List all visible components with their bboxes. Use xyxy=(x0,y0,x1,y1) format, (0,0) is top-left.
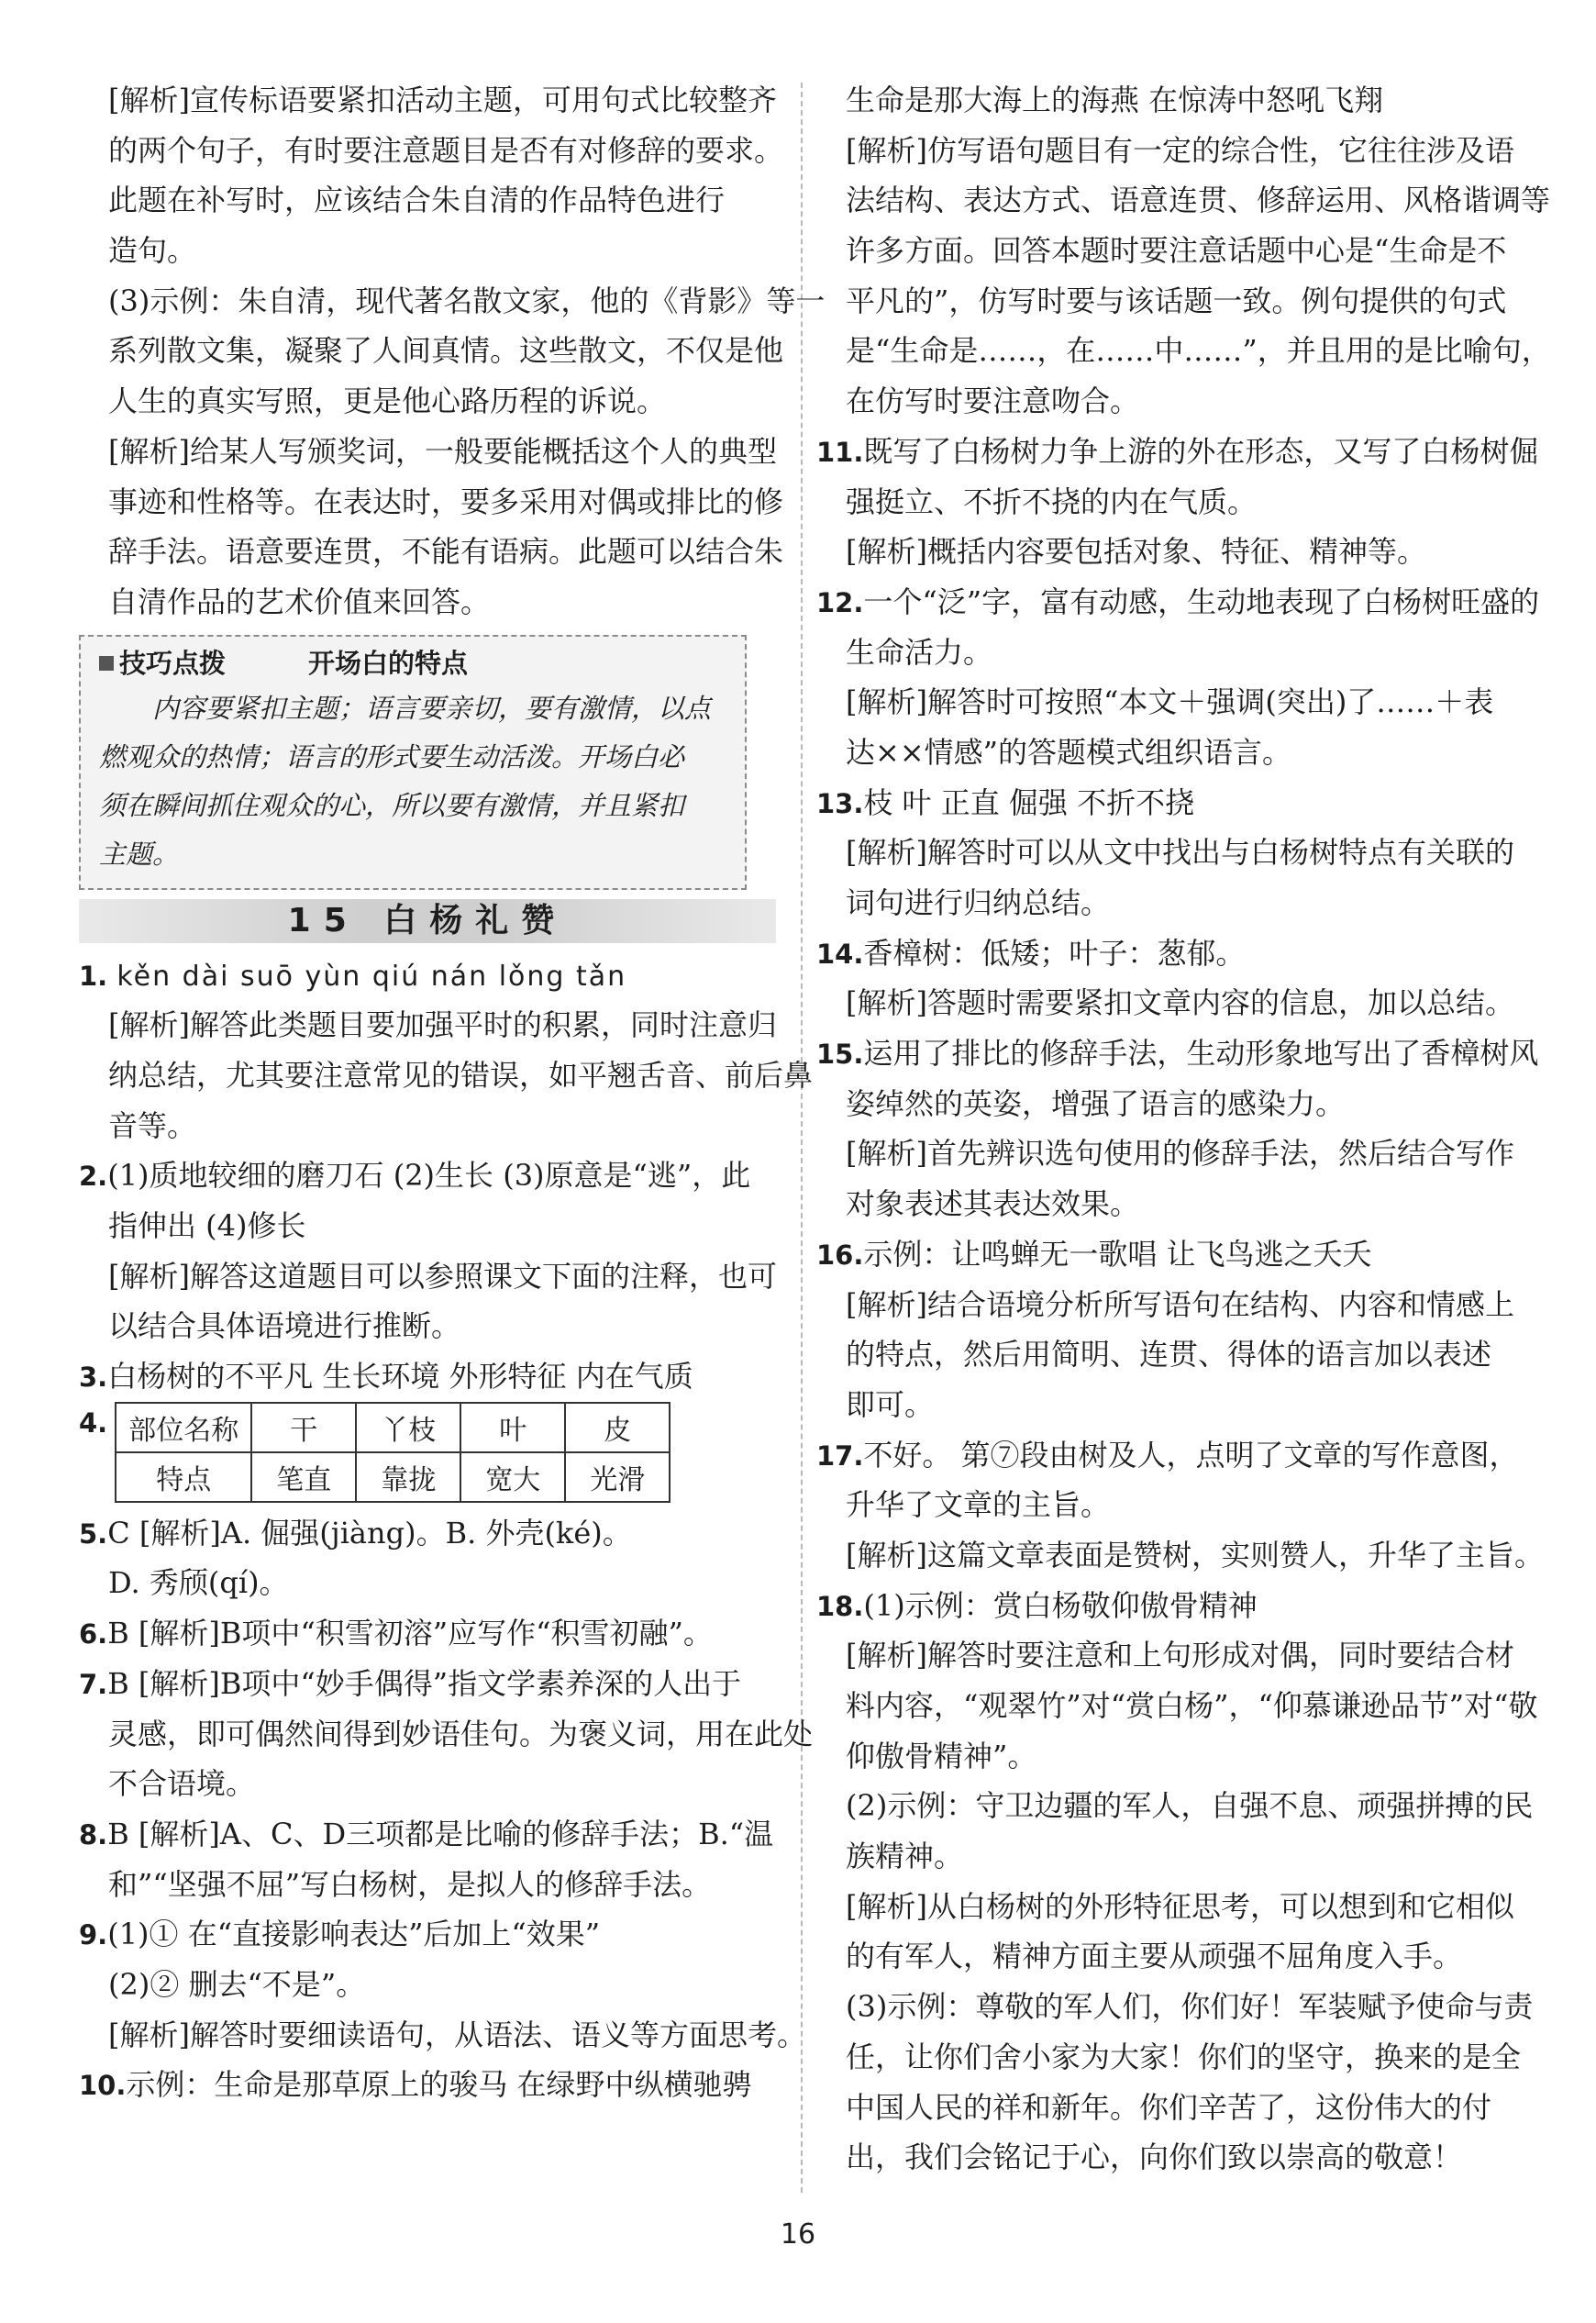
table-cell: 叶 xyxy=(460,1403,565,1452)
text-line: [解析]解答此类题目要加强平时的积累，同时注意归 xyxy=(108,1007,777,1043)
text-line: 任，让你们舍小家为大家！你们的坚守，换来的是全 xyxy=(846,2039,1522,2074)
text-line: 许多方面。回答本题时要注意话题中心是“生命是不 xyxy=(846,233,1507,269)
question-11 xyxy=(816,427,1539,477)
column-divider xyxy=(801,83,803,2193)
question-5 xyxy=(79,1508,785,1559)
text-line: 升华了文章的主旨。 xyxy=(846,1487,1111,1523)
question-number: 14. xyxy=(816,938,864,970)
question-number: 10. xyxy=(79,2070,127,2102)
text-line: 生命是那大海上的海燕 在惊涛中怒吼飞翔 xyxy=(846,83,1384,117)
question-number: 16. xyxy=(816,1239,864,1271)
answer-text: B [解析]B项中“积雪初溶”应写作“积雪初融”。 xyxy=(107,1616,713,1651)
answer-text: 枝 叶 正直 倔强 不折不挠 xyxy=(863,784,1195,820)
text-line: 音等。 xyxy=(108,1107,197,1143)
text-line: 平凡的”，仿写时要与该话题一致。例句提供的句式 xyxy=(846,283,1507,318)
text-line: [解析]给某人写颁奖词，一般要能概括这个人的典型 xyxy=(108,433,777,469)
text-line: [解析]从白杨树的外形特征思考，可以想到和它相似 xyxy=(846,1888,1514,1924)
tip-line: 燃观众的热情；语言的形式要生动活泼。开场白必 xyxy=(99,740,685,772)
text-line: [解析]这篇文章表面是赞树，实则赞人，升华了主旨。 xyxy=(846,1537,1544,1573)
tip-body xyxy=(99,684,728,879)
text-line: 人生的真实写照，更是他心路历程的诉说。 xyxy=(108,383,667,419)
text-line: [解析]解答这道题目可以参照课文下面的注释，也可 xyxy=(108,1258,777,1294)
text-line: 中国人民的祥和新年。你们辛苦了，这份伟大的付 xyxy=(846,2089,1492,2125)
answer-text: 示例：生命是那草原上的骏马 在绿野中纵横驰骋 xyxy=(126,2067,752,2103)
answer-text: 示例：让鸣蝉无一歌唱 让飞鸟逃之夭夭 xyxy=(863,1236,1372,1272)
text-line: 事迹和性格等。在表达时，要多采用对偶或排比的修 xyxy=(108,483,784,519)
question-14 xyxy=(816,928,1532,979)
question-17 xyxy=(816,1430,1532,1481)
question-number: 1. xyxy=(79,960,108,992)
text-line: [解析]概括内容要包括对象、特征、精神等。 xyxy=(846,534,1426,570)
answer-text: B [解析]B项中“妙手偶得”指文学素养深的人出于 xyxy=(107,1665,742,1701)
text-line: 强挺立、不折不挠的内在气质。 xyxy=(846,483,1258,519)
text-line: 此题在补写时，应该结合朱自清的作品特色进行 xyxy=(108,183,726,218)
text-line: 对象表述其表达效果。 xyxy=(846,1186,1140,1222)
text-line: 仰傲骨精神”。 xyxy=(846,1738,1037,1773)
answer-text: 运用了排比的修辞手法，生动形象地写出了香樟树风 xyxy=(863,1036,1539,1072)
text-line: 法结构、表达方式、语意连贯、修辞运用、风格谐调等 xyxy=(846,183,1551,218)
text-line: (2)② 删去“不是”。 xyxy=(108,1966,366,2002)
question-number: 11. xyxy=(816,436,864,468)
answer-table xyxy=(115,1402,671,1503)
question-3 xyxy=(79,1351,785,1402)
section-title: 15 白杨礼赞 xyxy=(79,899,776,943)
text-line: [解析]结合语境分析所写语句在结构、内容和情感上 xyxy=(846,1286,1514,1322)
text-line: 生命活力。 xyxy=(846,634,993,670)
question-number: 3. xyxy=(79,1362,108,1394)
answer-text: 既写了白杨树力争上游的外在形态，又写了白杨树倔 xyxy=(863,433,1539,469)
text-line: 的有军人，精神方面主要从顽强不屈角度入手。 xyxy=(846,1939,1463,1974)
text-line: [解析]解答时要注意和上句形成对偶，同时要结合材 xyxy=(846,1638,1514,1673)
text-line: 造句。 xyxy=(108,233,197,269)
tip-box xyxy=(79,635,747,890)
text-line: [解析]答题时需要紧扣文章内容的信息，加以总结。 xyxy=(846,985,1514,1021)
text-line: 的两个句子，有时要注意题目是否有对修辞的要求。 xyxy=(108,132,784,168)
table-cell: 部位名称 xyxy=(116,1403,251,1452)
text-line: 不合语境。 xyxy=(108,1766,256,1802)
tip-line: 内容要紧扣主题；语言要亲切，要有激情，以点 xyxy=(152,692,712,724)
table-cell: 丫枝 xyxy=(356,1403,460,1452)
table-cell: 笔直 xyxy=(251,1452,356,1502)
question-number: 5. xyxy=(79,1517,108,1550)
question-6 xyxy=(79,1608,785,1659)
text-line: 达××情感”的答题模式组织语言。 xyxy=(846,734,1291,770)
table-cell: 特点 xyxy=(116,1452,251,1502)
question-2 xyxy=(79,1150,785,1201)
top-block xyxy=(79,75,826,628)
tip-line: 主题。 xyxy=(99,838,180,870)
text-line: 辞手法。语意要连贯，不能有语病。此题可以结合朱 xyxy=(108,534,784,570)
text-line: 即可。 xyxy=(846,1386,935,1422)
question-number: 7. xyxy=(79,1668,108,1700)
question-16 xyxy=(816,1229,1532,1280)
question-number: 12. xyxy=(816,586,864,618)
tip-title: 开场白的特点 xyxy=(308,647,469,679)
question-8 xyxy=(79,1809,785,1860)
text-line: 是“生命是……，在……中……”，并且用的是比喻句， xyxy=(846,333,1551,369)
text-line: (3)示例：尊敬的军人们，你们好！军装赋予使命与责 xyxy=(846,1989,1534,2025)
answer-text: (1)示例：赏白杨敬仰傲骨精神 xyxy=(863,1587,1258,1623)
text-line: [解析]解答时可以从文中找出与白杨树特点有关联的 xyxy=(846,835,1514,871)
answer-text: (1)质地较细的磨刀石 (2)生长 (3)原意是“逃”，此 xyxy=(107,1158,751,1194)
text-line: 系列散文集，凝聚了人间真情。这些散文，不仅是他 xyxy=(108,333,784,369)
table-cell: 宽大 xyxy=(460,1452,565,1502)
right-column xyxy=(816,75,1551,2183)
text-line: [解析]解答时要细读语句，从语法、语义等方面思考。 xyxy=(108,2017,806,2052)
answer-text: 不好。 第⑦段由树及人，点明了文章的写作意图， xyxy=(863,1437,1519,1473)
table-row xyxy=(116,1452,670,1502)
text-line: 词句进行归纳总结。 xyxy=(846,885,1111,920)
text-line: (2)示例：守卫边疆的军人，自强不息、顽强拼搏的民 xyxy=(846,1788,1534,1824)
text-line: [解析]仿写语句题目有一定的综合性，它往往涉及语 xyxy=(846,132,1514,168)
text-line: 的特点，然后用简明、连贯、得体的语言加以表述 xyxy=(846,1337,1492,1373)
text-line: D. 秀颀(qí)。 xyxy=(108,1565,289,1601)
tip-header xyxy=(99,642,728,684)
question-9 xyxy=(79,1909,785,1960)
table-cell: 干 xyxy=(251,1403,356,1452)
question-number: 13. xyxy=(816,787,864,819)
tip-line: 须在瞬间抓住观众的心，所以要有激情，并且紧扣 xyxy=(99,789,685,821)
question-4 xyxy=(79,1402,785,1508)
square-bullet-icon xyxy=(99,656,114,671)
text-line: 出，我们会铭记于心，向你们致以崇高的敬意！ xyxy=(846,2140,1463,2175)
answer-text: 一个“泛”字，富有动感，生动地表现了白杨树旺盛的 xyxy=(863,584,1540,619)
question-7 xyxy=(79,1659,785,1709)
table-cell: 光滑 xyxy=(565,1452,670,1502)
text-line: 料内容，“观翠竹”对“赏白杨”，“仰慕谦逊品节”对“敬 xyxy=(846,1688,1538,1723)
answer-text: C [解析]A. 倔强(jiàng)。B. 外壳(ké)。 xyxy=(107,1515,632,1551)
table-row xyxy=(116,1403,670,1452)
text-line: 灵感，即可偶然间得到妙语佳句。为褒义词，用在此处 xyxy=(108,1716,814,1751)
table-cell: 皮 xyxy=(565,1403,670,1452)
text-line: (3)示例：朱自清，现代著名散文家，他的《背影》等一 xyxy=(108,283,826,318)
answer-text: 香樟树：低矮；叶子：葱郁。 xyxy=(863,935,1246,971)
answer-text: B [解析]A、C、D三项都是比喻的修辞手法；B.“温 xyxy=(107,1816,774,1851)
text-line: 以结合具体语境进行推断。 xyxy=(108,1308,461,1344)
answer-text: 白杨树的不平凡 生长环境 外形特征 内在气质 xyxy=(107,1359,693,1395)
left-column xyxy=(79,75,826,2110)
text-line: 在仿写时要注意吻合。 xyxy=(846,383,1140,419)
question-number: 15. xyxy=(816,1039,864,1071)
text-line: 纳总结，尤其要注意常见的错误，如平翘舌音、前后鼻 xyxy=(108,1057,814,1093)
text-line: 指伸出 (4)修长 xyxy=(108,1208,306,1243)
question-number: 2. xyxy=(79,1161,108,1193)
question-12 xyxy=(816,577,1540,628)
question-number: 18. xyxy=(816,1590,864,1622)
text-line: [解析]宣传标语要紧扣活动主题，可用句式比较整齐 xyxy=(108,83,777,117)
question-15 xyxy=(816,1028,1539,1079)
text-line: 姿绰然的英姿，增强了语言的感染力。 xyxy=(846,1085,1346,1121)
pinyin-answer: kěn dài suō yùn qiú nán lǒng tǎn xyxy=(116,960,627,993)
tip-label: 技巧点拨 xyxy=(119,647,227,679)
question-1 xyxy=(79,950,785,1001)
question-number: 9. xyxy=(79,1919,108,1951)
table-cell: 靠拢 xyxy=(356,1452,460,1502)
question-number: 4. xyxy=(79,1406,108,1439)
text-line: 族精神。 xyxy=(846,1839,964,1874)
text-line: 自清作品的艺术价值来回答。 xyxy=(108,584,491,619)
question-10 xyxy=(79,2060,785,2110)
question-18 xyxy=(816,1581,1532,1631)
text-line: [解析]首先辨识选句使用的修辞手法，然后结合写作 xyxy=(846,1136,1514,1172)
question-13 xyxy=(816,778,1532,828)
page-number: 16 xyxy=(780,2218,816,2251)
question-number: 8. xyxy=(79,1818,108,1851)
answer-text: (1)① 在“直接影响表达”后加上“效果” xyxy=(107,1917,601,1952)
question-number: 6. xyxy=(79,1618,108,1651)
question-number: 17. xyxy=(816,1439,864,1472)
text-line: [解析]解答时可按照“本文＋强调(突出)了……＋表 xyxy=(846,684,1494,720)
text-line: 和”“坚强不屈”写白杨树，是拟人的修辞手法。 xyxy=(108,1866,712,1902)
